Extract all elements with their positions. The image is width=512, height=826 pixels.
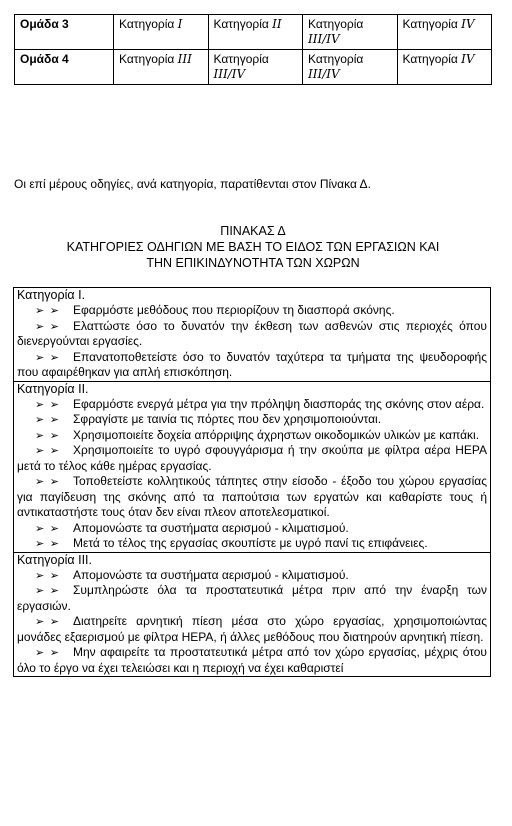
list-item: ➢ ➢ Μην αφαιρείτε τα προστατευτικά μέτρα από τον χώρο εργασίας, μέχρις ότου όλο το έργο να έχει τελειώσει και η περιοχή να έχει καθαριστεί — [17, 645, 487, 675]
category-cell: Κατηγορία II — [208, 15, 303, 50]
category-cell: Κατηγορία I — [114, 15, 209, 50]
arrow-bullet-icon: ➢ ➢ — [35, 304, 60, 317]
arrow-bullet-icon: ➢ ➢ — [35, 428, 60, 442]
arrow-bullet-icon: ➢ ➢ — [35, 413, 60, 426]
list-item: ➢ ➢ Επανατοποθετείστε όσο το δυνατόν ταχύτερα τα τμήματα της ψευδοροφής που αφαιρέθηκαν για απλή επισκόπηση. — [17, 349, 487, 379]
list-item: ➢ ➢ Μετά το τέλος της εργασίας σκουπίστε με υγρό πανί τις επιφάνειες. — [35, 536, 428, 550]
arrow-bullet-icon: ➢ ➢ — [35, 537, 60, 550]
category-section — [14, 552, 490, 677]
category-cell: Κατηγορία IV — [397, 15, 492, 50]
list-item: ➢ ➢ Εφαρμόστε μεθόδους που περιορίζουν τη διασπορά σκόνης. — [35, 303, 395, 317]
table-row — [15, 15, 492, 50]
list-item: ➢ ➢ Διατηρείτε αρνητική πίεση μέσα στο χώρο εργασίας, χρησιμοποιώντας μονάδες εξαερισμού με φίλτρα HEPA, ή άλλες μεθόδους που διατηρούν αρνητική πίεση. — [17, 614, 487, 644]
category-list — [14, 397, 490, 552]
list-item: ➢ ➢ Εφαρμόστε ενεργά μέτρα για την πρόληψη διασποράς της σκόνης στον αέρα. — [35, 396, 485, 411]
group-cell: Ομάδα 3 — [15, 15, 114, 50]
category-cell: Κατηγορία III/IV — [208, 50, 303, 85]
arrow-bullet-icon: ➢ ➢ — [35, 521, 60, 535]
list-item: ➢ ➢ Απομονώστε τα συστήματα αερισμού - κλιματισμού. — [35, 520, 349, 535]
list-item: ➢ ➢ Τοποθετείστε κολλητικούς τάπητες στην είσοδο - έξοδο του χώρου εργασίας για παγίδευση της σκόνης από τα παπούτσια των εργατών και καθαρίστε τους ή αντικαταστήστε τους όταν δεν είναι πλεον αποτελεσματικοί. — [17, 474, 487, 519]
intro-paragraph: Οι επί μέρους οδηγίες, ανά κατηγορία, παρατίθενται στον Πίνακα Δ. — [14, 177, 371, 191]
category-section — [14, 381, 490, 552]
category-cell: Κατηγορία III/IV — [303, 50, 398, 85]
heading-line: ΠΙΝΑΚΑΣ Δ — [220, 224, 286, 238]
table-row — [15, 50, 492, 85]
category-title: Κατηγορία I. — [17, 288, 86, 302]
list-item: ➢ ➢ Χρησιμοποιείτε δοχεία απόρριψης άχρηστων οικοδομικών υλικών με καπάκι. — [35, 427, 480, 442]
category-title: Κατηγορία II. — [17, 381, 89, 396]
heading-line: ΚΑΤΗΓΟΡΙΕΣ ΟΔΗΓΙΩΝ ΜΕ ΒΑΣΗ ΤΟ ΕΙΔΟΣ ΤΩΝ ΕΡΓΑΣΙΩΝ ΚΑΙ — [66, 240, 440, 254]
list-item: ➢ ➢ Ελαττώστε όσο το δυνατόν την έκθεση των ασθενών στις περιοχές όπου διενεργούνται εργασίες. — [17, 318, 487, 348]
arrow-bullet-icon: ➢ ➢ — [35, 568, 60, 582]
arrow-bullet-icon: ➢ ➢ — [35, 584, 60, 597]
group-category-table — [14, 14, 492, 85]
arrow-bullet-icon: ➢ ➢ — [35, 319, 60, 333]
arrow-bullet-icon: ➢ ➢ — [35, 615, 60, 628]
category-cell: Κατηγορία III/IV — [303, 15, 398, 50]
list-item: ➢ ➢ Απομονώστε τα συστήματα αερισμού - κλιματισμού. — [35, 567, 349, 582]
heading-line: ΤΗΝ ΕΠΙΚΙΝΔΥΝΟΤΗΤΑ ΤΩΝ ΧΩΡΩΝ — [146, 256, 360, 270]
list-item: ➢ ➢ Συμπληρώστε όλα τα προστατευτικά μέτρα πριν από την έναρξη των εργασιών. — [17, 583, 487, 613]
arrow-bullet-icon: ➢ ➢ — [35, 350, 60, 364]
category-title: Κατηγορία III. — [17, 552, 92, 567]
category-list — [14, 568, 490, 677]
list-item: ➢ ➢ Χρησιμοποιείτε το υγρό σφουγγάρισμα ή την σκούπα με φίλτρα αέρα HEPA μετά το τέλος κάθε ημέρας εργασίας. — [17, 443, 487, 473]
category-cell: Κατηγορία IV — [397, 50, 492, 85]
category-guidelines-box — [13, 287, 491, 677]
arrow-bullet-icon: ➢ ➢ — [35, 646, 60, 659]
arrow-bullet-icon: ➢ ➢ — [35, 475, 60, 488]
group-cell: Ομάδα 4 — [15, 50, 114, 85]
table-heading — [14, 223, 492, 271]
category-section — [14, 288, 490, 381]
category-cell: Κατηγορία III — [114, 50, 209, 85]
list-item: ➢ ➢ Σφραγίστε με ταινία τις πόρτες που δεν χρησιμοποιούνται. — [35, 412, 382, 426]
arrow-bullet-icon: ➢ ➢ — [35, 444, 60, 457]
category-list — [14, 303, 490, 381]
arrow-bullet-icon: ➢ ➢ — [35, 397, 60, 411]
